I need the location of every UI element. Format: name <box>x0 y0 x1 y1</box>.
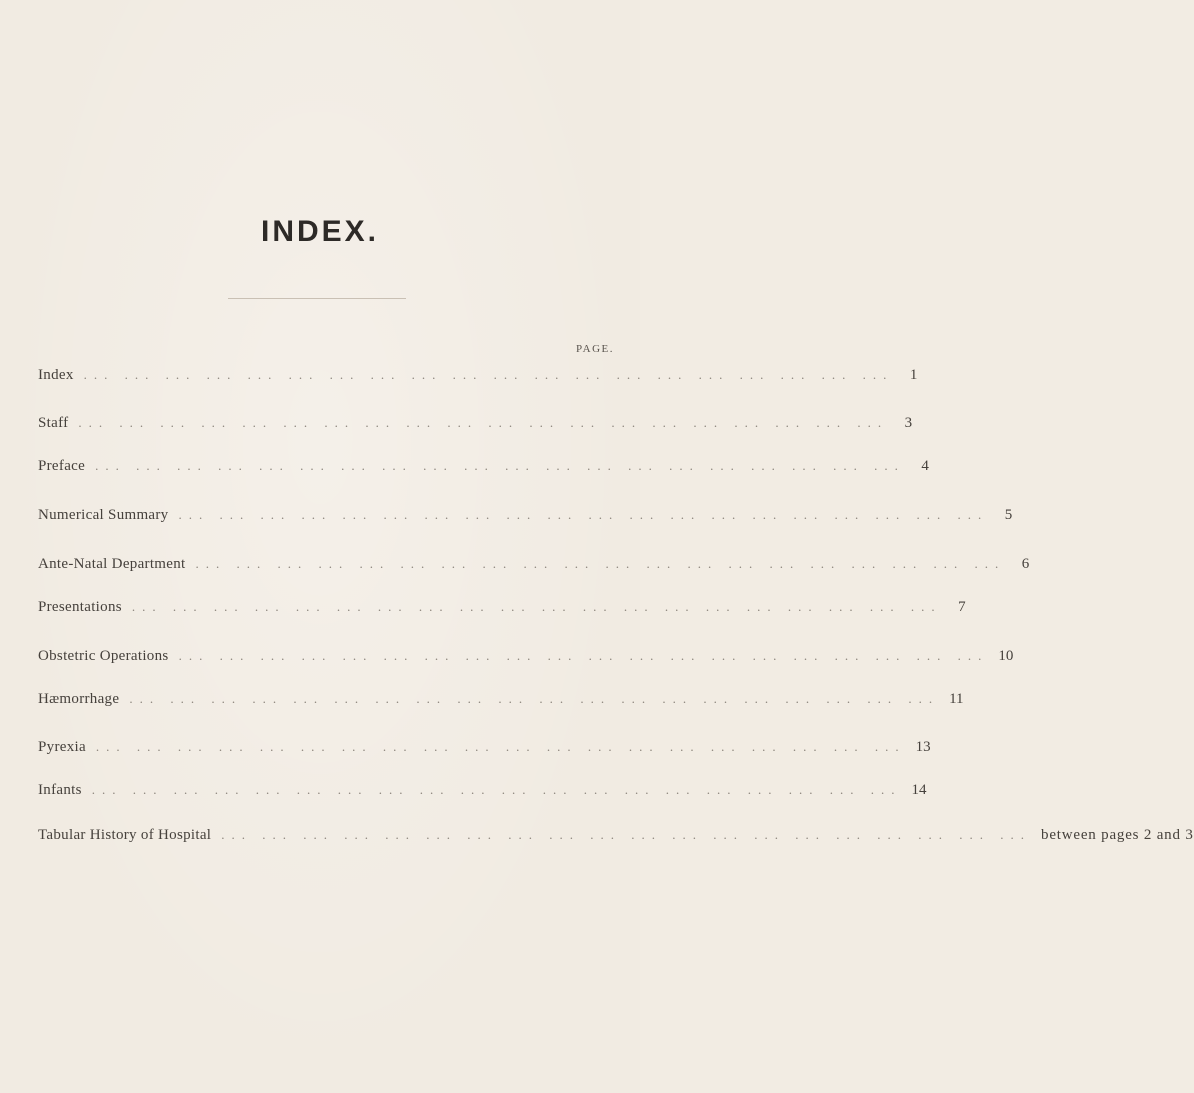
leader-dots: ... ... ... ... ... ... ... ... ... ... ... ... ... ... ... ... ... ... ... ... <box>83 367 894 382</box>
entry-page-number: 14 <box>911 782 927 798</box>
entry-label: Hæmorrhage <box>38 691 120 707</box>
index-entry-numerical-summary <box>38 507 1013 527</box>
leader-dots: ... ... ... ... ... ... ... ... ... ... ... ... ... ... ... ... ... ... ... ... <box>131 599 942 614</box>
entry-label: Staff <box>38 415 69 431</box>
entry-label: Pyrexia <box>38 739 86 755</box>
entry-label: Obstetric Operations <box>38 648 169 664</box>
entry-page-number: between pages 2 and 3 <box>1041 827 1194 843</box>
index-entry-pyrexia <box>38 739 931 759</box>
leader-dots: ... ... ... ... ... ... ... ... ... ... ... ... ... ... ... ... ... ... ... ... <box>195 556 1006 571</box>
entry-page-number: 5 <box>1004 507 1013 523</box>
entry-page-number: 11 <box>949 691 964 707</box>
leader-dots: ... ... ... ... ... ... ... ... ... ... ... ... ... ... ... ... ... ... ... ... <box>95 739 906 754</box>
index-entry-presentations <box>38 599 966 619</box>
index-entry-staff <box>38 415 913 435</box>
index-entry-ante-natal-department <box>38 556 1030 576</box>
leader-dots: ... ... ... ... ... ... ... ... ... ... ... ... ... ... ... ... ... ... ... ... <box>129 691 940 706</box>
index-title: INDEX. <box>260 215 380 248</box>
entry-page-number: 13 <box>915 739 931 755</box>
entry-label: Tabular History of Hospital <box>38 827 212 843</box>
entry-label: Presentations <box>38 599 122 615</box>
entry-page-number: 7 <box>958 599 966 615</box>
entry-page-number: 1 <box>909 367 918 383</box>
entry-label: Numerical Summary <box>38 507 169 523</box>
index-entry-preface <box>38 458 929 478</box>
index-entry-tabular-history <box>38 827 1194 847</box>
entry-page-number: 4 <box>921 458 929 474</box>
index-entry-haemorrhage <box>38 691 964 711</box>
entry-page-number: 10 <box>998 648 1014 664</box>
entry-label: Index <box>38 367 74 383</box>
leader-dots: ... ... ... ... ... ... ... ... ... ... ... ... ... ... ... ... ... ... ... ... <box>95 458 905 473</box>
leader-dots: ... ... ... ... ... ... ... ... ... ... ... ... ... ... ... ... ... ... ... ... <box>221 827 1032 842</box>
leader-dots: ... ... ... ... ... ... ... ... ... ... ... ... ... ... ... ... ... ... ... ... <box>178 648 989 663</box>
entry-label: Ante-Natal Department <box>38 556 186 572</box>
entry-page-number: 3 <box>904 415 913 431</box>
entry-page-number: 6 <box>1021 556 1030 572</box>
entry-label: Preface <box>38 458 86 474</box>
leader-dots: ... ... ... ... ... ... ... ... ... ... ... ... ... ... ... ... ... ... ... ... <box>78 415 889 430</box>
index-entry-infants <box>38 782 927 802</box>
entry-label: Infants <box>38 782 82 798</box>
title-divider <box>228 298 406 299</box>
index-entry-index <box>38 367 918 387</box>
index-entry-obstetric-operations <box>38 648 1014 668</box>
page-column-header: PAGE. <box>576 343 614 355</box>
leader-dots: ... ... ... ... ... ... ... ... ... ... ... ... ... ... ... ... ... ... ... ... <box>178 507 989 522</box>
leader-dots: ... ... ... ... ... ... ... ... ... ... ... ... ... ... ... ... ... ... ... ... <box>91 782 902 797</box>
